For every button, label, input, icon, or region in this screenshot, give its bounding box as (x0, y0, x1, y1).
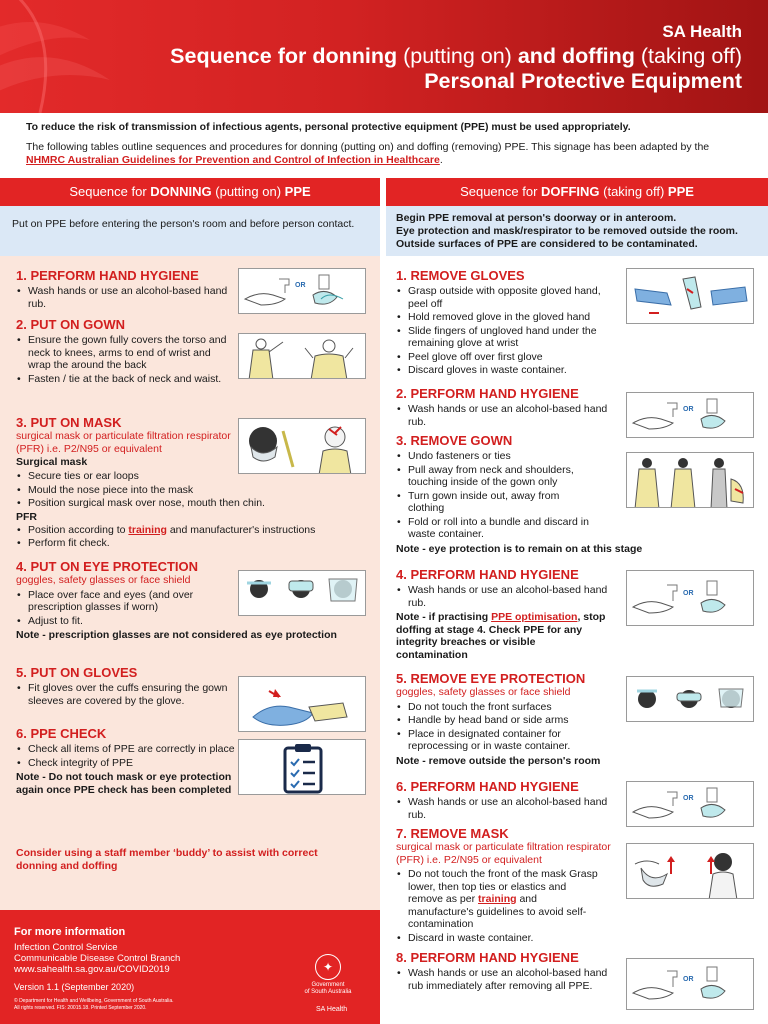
footer-lines (14, 942, 180, 975)
list-item: • Place over face and eyes (and over prescription glasses if worn) (16, 589, 231, 614)
hand-hygiene-illustration (626, 392, 754, 438)
step-subtitle: surgical mask or particulate filtration respirator (PFR) i.e. P2/N95 or equivalent (396, 841, 611, 866)
doffing-step-1 (396, 268, 622, 378)
step-title: 6. PERFORM HAND HYGIENE (396, 779, 579, 794)
footer-line: Infection Control Service (14, 942, 118, 953)
step-note: Note - eye protection is to remain on at this stage (396, 542, 643, 555)
list-item: • Grasp outside with opposite gloved hand, peel off (396, 285, 622, 310)
list-item: • Perform fit check. (16, 537, 361, 550)
copyright-line: © Department for Health and Wellbeing, Government of South Australia. (14, 998, 174, 1004)
step-title: 7. REMOVE MASK (396, 826, 509, 841)
list-item: • Wash hands or use an alcohol-based hand rub immediately after removing all PPE. (396, 967, 622, 992)
govt-text: Government (311, 982, 345, 988)
list-item: • Do not touch the front surfaces (396, 701, 601, 714)
doffing-subheader (386, 206, 768, 256)
step-note (396, 611, 606, 661)
clipboard-icon (239, 740, 366, 795)
hand-hygiene-illustration (238, 268, 366, 314)
footer-line: Communicable Disease Control Branch (14, 953, 181, 964)
step-subtitle: goggles, safety glasses or face shield (396, 686, 571, 698)
doffing-step-4 (396, 567, 622, 661)
list-item: • Fold or roll into a bundle and discard in waste container. (396, 516, 596, 541)
training-link[interactable]: training (128, 523, 167, 536)
list-item: • Handle by head band or side arms (396, 714, 601, 727)
donning-step-6 (16, 726, 246, 796)
step-title: 1. REMOVE GLOVES (396, 268, 525, 283)
item-text: and manufacture's guidelines to avoid self-contamination (408, 893, 587, 930)
head-text: (putting on) (211, 184, 285, 199)
list-item: • Fasten / tie at the back of neck and waist. (16, 373, 231, 386)
hand-hygiene-illustration (626, 781, 754, 827)
intro-p2-text: The following tables outline sequences and procedures for donning (putting on) and doffing (removing) PPE. This signage has been adapted by the (26, 140, 710, 153)
gloves-illustration (238, 676, 366, 732)
step-note: Note - Do not touch mask or eye protection again once PPE check has been completed (16, 771, 232, 796)
head-bold: DOFFING (541, 184, 600, 199)
list-item: • Fit gloves over the cuffs ensuring the gown sleeves are covered by the glove. (16, 682, 231, 707)
page-title (170, 44, 742, 94)
doffing-step-3 (396, 433, 643, 555)
doffing-step-2 (396, 386, 622, 429)
donning-subheader: Put on PPE before entering the person's room and before person contact. (0, 206, 380, 256)
intro-text (26, 121, 746, 168)
training-link[interactable]: training (478, 893, 517, 905)
pfr-label: PFR (16, 510, 37, 523)
hand-hygiene-illustration (626, 958, 754, 1010)
or-label: OR (683, 795, 694, 802)
list-item: • Ensure the gown fully covers the torso and neck to knees, arms to end of wrist and wrap the around the back (16, 334, 231, 372)
doffing-step-8 (396, 950, 622, 993)
title-part: (putting on) (403, 44, 512, 68)
brand-name: SA Health (662, 22, 742, 41)
head-bold: PPE (284, 184, 311, 199)
donning-step-3 (16, 415, 241, 469)
list-item (396, 868, 601, 931)
intro-p2-end: . (439, 154, 443, 166)
step-note: Note - prescription glasses are not considered as eye protection (16, 629, 337, 641)
list-item (16, 524, 361, 537)
copyright-line: All rights reserved. FIS: 20015.18. Printed September 2020. (14, 1004, 147, 1011)
list-item: • Secure ties or ear loops (16, 470, 361, 483)
step-title: 5. PUT ON GLOVES (16, 665, 138, 680)
remove-gown-illustration (626, 452, 754, 508)
list-item: • Adjust to fit. (16, 615, 231, 628)
step-title: 2. PUT ON GOWN (16, 317, 126, 332)
or-label: OR (295, 282, 306, 289)
donning-step-5 (16, 665, 231, 708)
list-item: • Discard gloves in waste container. (396, 364, 622, 377)
eye-protection-illustration (238, 570, 366, 616)
remove-gloves-illustration (626, 268, 754, 324)
ppe-optimisation-link[interactable]: PPE optimisation (491, 611, 578, 623)
step-title: 6. PPE CHECK (16, 726, 107, 741)
title-line-2: Personal Protective Equipment (424, 69, 742, 93)
list-item: • Wash hands or use an alcohol-based hand rub. (396, 796, 622, 821)
step-subtitle: surgical mask or particulate filtration respirator (PFR) i.e. P2/N95 or equivalent (16, 430, 231, 455)
gown-illustration (238, 333, 366, 379)
list-item: • Position surgical mask over nose, mouth then chin. (16, 497, 361, 510)
list-item: • Mould the nose piece into the mask (16, 484, 361, 497)
head-text: Sequence for (69, 184, 151, 199)
donning-header (0, 178, 380, 206)
footer-heading: For more information (14, 926, 126, 938)
surgical-mask-label: Surgical mask (16, 456, 88, 468)
step-title: 3. PUT ON MASK (16, 415, 122, 430)
donning-step-3-list (16, 470, 361, 551)
donning-step-2 (16, 317, 231, 386)
copyright (14, 998, 174, 1011)
doffing-step-7 (396, 826, 626, 945)
or-label: OR (683, 976, 694, 983)
checklist-illustration (238, 739, 366, 795)
sub-line: Begin PPE removal at person's doorway or in anteroom. (396, 212, 677, 224)
buddy-advice: Consider using a staff member ‘buddy’ to assist with correct donning and doffing (16, 847, 318, 872)
or-label: OR (683, 590, 694, 597)
version-text: Version 1.1 (September 2020) (14, 982, 135, 992)
swirl-graphic (0, 0, 120, 113)
list-item: • Hold removed glove in the gloved hand (396, 311, 622, 324)
footer-url[interactable]: www.sahealth.sa.gov.au/COVID2019 (14, 964, 170, 975)
sub-line: Outside surfaces of PPE are considered to be contaminated. (396, 238, 698, 250)
remove-eye-protection-illustration (626, 676, 754, 722)
header-banner (0, 0, 768, 113)
mask-illustration (238, 418, 366, 474)
list-item: • Check integrity of PPE (16, 757, 246, 770)
list-item: • Place in designated container for reprocessing or in waste container. (396, 728, 601, 753)
intro-p2 (26, 141, 746, 168)
title-part: Sequence for donning (170, 44, 404, 68)
list-item: • Wash hands or use an alcohol-based hand rub. (396, 403, 622, 428)
hand-hygiene-illustration (626, 570, 754, 626)
head-bold: PPE (667, 184, 694, 199)
list-item: • Undo fasteners or ties (396, 450, 596, 463)
list-item: • Check all items of PPE are correctly in place (16, 743, 246, 756)
title-part: (taking off) (640, 44, 742, 68)
title-part: and doffing (511, 44, 641, 68)
donning-step-1 (16, 268, 231, 311)
step-title: 2. PERFORM HAND HYGIENE (396, 386, 579, 401)
list-item: • Slide fingers of ungloved hand under the remaining glove at wrist (396, 325, 622, 350)
doffing-step-5 (396, 671, 626, 767)
crest-icon: ✦ (315, 954, 341, 980)
footer-brand: SA Health (316, 1006, 348, 1013)
step-title: 5. REMOVE EYE PROTECTION (396, 671, 586, 686)
step-title: 4. PUT ON EYE PROTECTION (16, 559, 199, 574)
list-item: • Discard in waste container. (396, 932, 601, 945)
list-item: • Peel glove off over first glove (396, 351, 622, 364)
list-item: • Pull away from neck and shoulders, touching inside of the gown only (396, 464, 596, 489)
list-item: • Wash hands or use an alcohol-based hand rub. (16, 285, 231, 310)
intro-p1: To reduce the risk of transmission of infectious agents, personal protective equipment (PPE) must be used appropriately. (26, 121, 631, 133)
note-text: Note - if practising (396, 611, 492, 623)
step-subtitle: goggles, safety glasses or face shield (16, 574, 191, 586)
item-text: and manufacturer's instructions (166, 523, 316, 536)
remove-mask-illustration (626, 843, 754, 899)
sub-line: Eye protection and mask/respirator to be removed outside the room. (396, 225, 738, 237)
doffing-step-6 (396, 779, 622, 822)
step-note: Note - remove outside the person's room (396, 754, 601, 767)
note-text: , stop doffing at stage 4. Check PPE for any integrity breaches or visible contamination (396, 611, 606, 661)
step-title: 1. PERFORM HAND HYGIENE (16, 268, 199, 283)
head-text: Sequence for (460, 184, 542, 199)
government-logo (300, 954, 356, 996)
head-text: (taking off) (599, 184, 668, 199)
footer (0, 910, 380, 1024)
govt-text: of South Australia (304, 989, 352, 995)
nhmrc-link[interactable]: NHMRC Australian Guidelines for Prevention and Control of Infection in Healthcare (26, 154, 440, 166)
step-title: 8. PERFORM HAND HYGIENE (396, 950, 579, 965)
item-text: Position according to (28, 523, 129, 536)
or-label: OR (683, 406, 694, 413)
step-title: 4. PERFORM HAND HYGIENE (396, 567, 579, 582)
doffing-header (386, 178, 768, 206)
head-bold: DONNING (150, 184, 212, 199)
list-item: • Turn gown inside out, away from clothing (396, 490, 596, 515)
item-text: Do not touch the front of the mask Grasp lower, then top ties or elastics and remove as per (408, 868, 598, 905)
step-title: 3. REMOVE GOWN (396, 433, 513, 448)
list-item: • Wash hands or use an alcohol-based hand rub. (396, 584, 622, 609)
